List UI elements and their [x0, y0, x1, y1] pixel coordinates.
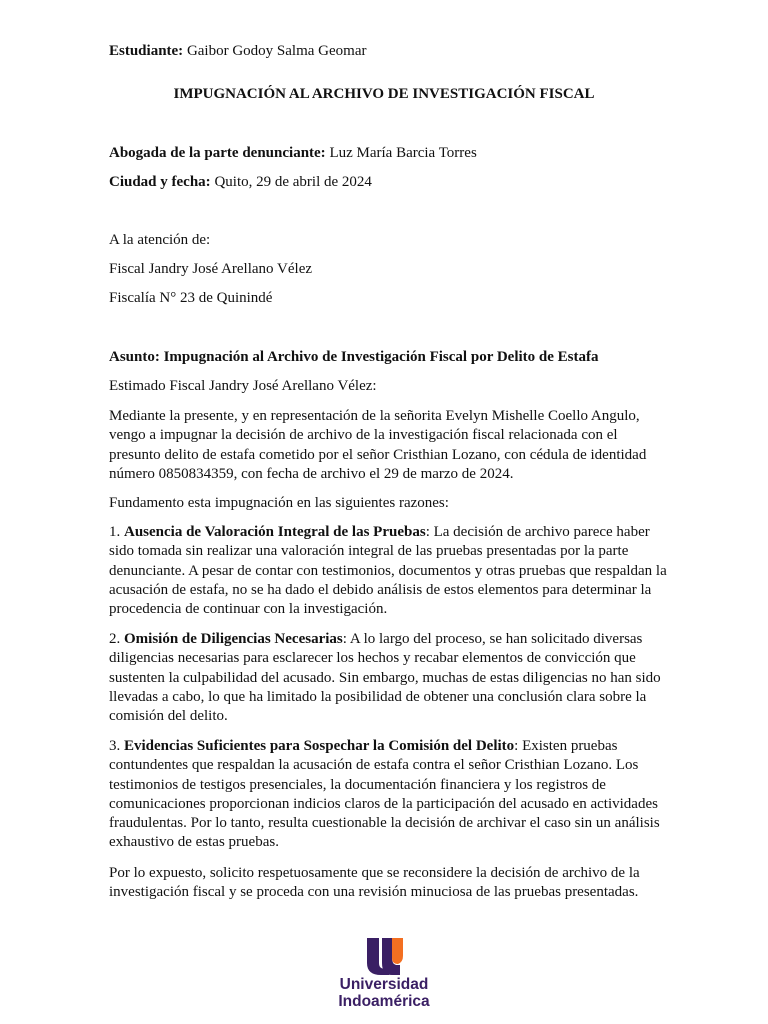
- reason-body: : La decisión de archivo parece haber sido tomada sin realizar una valoración integral de las pruebas presentadas por la parte denunciante. A pesar de contar con testimonios, documentos y otras pruebas que respaldan la acusación de estafa, no se ha dado el debido análisis de estos elementos para determinar la procedencia de continuar con la investigación.: [109, 524, 667, 618]
- reason-paragraph-1: [109, 523, 669, 619]
- reasons-intro: Fundamento esta impugnación en las siguientes razones:: [109, 495, 449, 511]
- reason-body: : A lo largo del proceso, se han solicitado diversas diligencias necesarias para esclarecer los hechos y recabar elementos de convicción que sustenten la culpabilidad del acusado. Sin embargo, muchas de estas diligencias no han sido llevadas a cabo, lo que ha limitado la posibilidad de obtener una conclusión clara sobre la comisión del delito.: [109, 631, 661, 725]
- reason-paragraph-2: [109, 630, 669, 726]
- closing-paragraph: Por lo expuesto, solicito respetuosamente que se reconsidere la decisión de archivo de la investigación fiscal y se proceda con una revisión minuciosa de las pruebas presentadas.: [109, 865, 640, 901]
- attention-line-3: Fiscalía N° 23 de Quinindé: [109, 290, 273, 306]
- logo-text-line-2: Indoamérica: [338, 993, 430, 1010]
- university-logo-icon: [334, 934, 434, 976]
- reason-paragraph-3: [109, 737, 669, 853]
- city-date-value: Quito, 29 de abril de 2024: [210, 174, 372, 190]
- lawyer-name: Luz María Barcia Torres: [325, 145, 477, 161]
- document-title: IMPUGNACIÓN AL ARCHIVO DE INVESTIGACIÓN FISCAL: [173, 86, 595, 102]
- reason-heading: Evidencias Suficientes para Sospechar la Comisión del Delito: [124, 738, 515, 754]
- city-date-label: Ciudad y fecha:: [109, 174, 211, 190]
- logo-text-line-1: Universidad: [339, 976, 429, 993]
- attention-line-2: Fiscal Jandry José Arellano Vélez: [109, 261, 313, 277]
- student-name: Gaibor Godoy Salma Geomar: [183, 43, 367, 59]
- student-label: Estudiante:: [109, 43, 184, 59]
- reason-body: : Existen pruebas contundentes que respaldan la acusación de estafa contra el señor Cristhian Lozano. Los testimonios de testigos presenciales, la documentación financiera y los registros de comunicaciones proporcionan indicios claros de la participación del acusado en actividades fraudulentas. Por lo tanto, resulta cuestionable la decisión de archivar el caso sin un análisis exhaustivo de estas pruebas.: [109, 738, 660, 851]
- lawyer-label: Abogada de la parte denunciante:: [109, 145, 326, 161]
- intro-paragraph: Mediante la presente, y en representación de la señorita Evelyn Mishelle Coello Angulo, vengo a impugnar la decisión de archivo de la investigación fiscal relacionada con el presunto delito de estafa cometido por el señor Cristhian Lozano, con cédula de identidad número 0850834359, con fecha de archivo el 29 de marzo de 2024.: [109, 408, 647, 482]
- reason-number: 1.: [109, 524, 124, 540]
- attention-line-1: A la atención de:: [109, 232, 211, 248]
- reason-number: 2.: [109, 631, 124, 647]
- student-line: [109, 42, 366, 61]
- subject-line: Asunto: Impugnación al Archivo de Investigación Fiscal por Delito de Estafa: [109, 349, 599, 365]
- reason-number: 3.: [109, 738, 124, 754]
- lawyer-line: [109, 144, 477, 163]
- city-date-line: [109, 173, 372, 192]
- greeting: Estimado Fiscal Jandry José Arellano Vélez:: [109, 378, 377, 394]
- logo-orange-shape: [392, 938, 403, 964]
- reason-heading: Ausencia de Valoración Integral de las Pruebas: [124, 524, 426, 540]
- reason-heading: Omisión de Diligencias Necesarias: [124, 631, 343, 647]
